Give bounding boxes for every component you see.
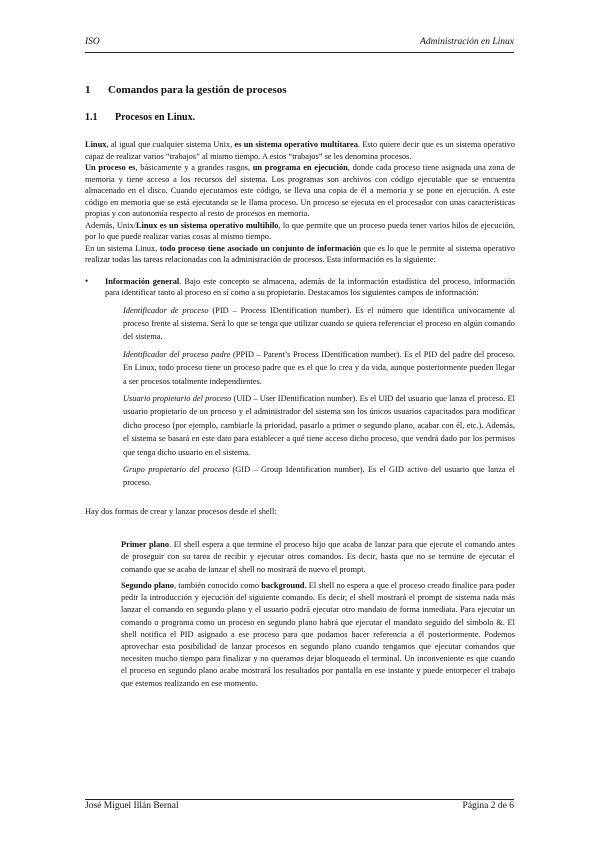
page-header bbox=[85, 37, 514, 51]
bold-text: Primer plano bbox=[121, 540, 170, 550]
bold-text: background bbox=[261, 580, 305, 590]
field-text: (PPID – Parent’s Process IDentification number). Es el PID del padre del proceso. En Linux, todo proceso tiene un proceso padre que es el que lo crea y da vida, aunque posteriormente pueden llegar a ser procesos totalmente independientes. bbox=[123, 349, 515, 386]
bold-text: un programa en ejecución bbox=[252, 163, 348, 172]
mode-primer-plano bbox=[121, 539, 515, 576]
paragraph-multihilo bbox=[85, 220, 515, 243]
footer-rule bbox=[85, 799, 514, 800]
field-name: Usuario propietario del proceso bbox=[123, 393, 232, 403]
section-number: 1 bbox=[85, 84, 91, 96]
bold-text: Linux es un sistema operativo multihilo bbox=[135, 220, 279, 230]
bold-text: Información general bbox=[105, 276, 180, 286]
bullet-paragraph bbox=[105, 276, 515, 299]
subsection-heading bbox=[85, 112, 515, 123]
bold-text: Un proceso es bbox=[85, 163, 136, 172]
field-gid bbox=[123, 463, 515, 490]
paragraph-proceso bbox=[85, 162, 515, 220]
subsection-number: 1.1 bbox=[85, 112, 98, 123]
field-list bbox=[123, 304, 515, 490]
field-name: Identificador del proceso padre bbox=[123, 349, 231, 359]
text: , básicamente y a grandes rasgos, bbox=[135, 163, 253, 172]
text: En un sistema Linux, bbox=[85, 243, 160, 253]
text: . El shell espera a que termine el proceso hijo que acaba de lanzar para que ejecute el comando antes de proseguir con su tarea de recibir y ejecutar otros comandos. Es decir, hasta que no se termine de ejecutar el comando que se acaba de lanzar el shell no mostrará de nuevo el prompt. bbox=[121, 540, 516, 574]
text: . Esto quiere decir que es un sistema operativo capaz de realizar varios “trabajos” al mismo tiempo. A estos “trabajos” se les denomina procesos. bbox=[85, 140, 515, 161]
field-pid bbox=[123, 304, 515, 344]
footer-author: José Miguel Illán Bernal bbox=[85, 801, 179, 811]
document-body bbox=[85, 84, 515, 690]
field-name: Identificador de proceso bbox=[123, 305, 209, 315]
page-footer bbox=[85, 801, 514, 815]
footer-page-number: Página 2 de 6 bbox=[462, 801, 514, 811]
bold-text: Segundo plano bbox=[121, 580, 174, 590]
bullet-icon: • bbox=[85, 275, 89, 286]
text: Además, Unix/ bbox=[85, 220, 136, 230]
paragraph-informacion bbox=[85, 243, 515, 266]
modes-list bbox=[121, 539, 515, 689]
text: , lo que permite que un proceso pueda tener varios hilos de ejecución, por lo que puede realizar varias cosas al mismo tiempo. bbox=[85, 220, 515, 241]
bold-text: es un sistema operativo multitarea bbox=[234, 140, 358, 149]
paragraph-linux bbox=[85, 139, 515, 162]
section-title: Comandos para la gestión de procesos bbox=[108, 84, 287, 96]
header-rule bbox=[85, 52, 514, 53]
header-left: ISO bbox=[85, 37, 100, 47]
paragraph-formas: Hay dos formas de crear y lanzar procesos desde el shell: bbox=[85, 506, 277, 516]
section-heading bbox=[85, 84, 515, 96]
subsection-title: Procesos en Linux. bbox=[115, 112, 196, 123]
text: . Bajo este concepto se almacena, además de la información estadística del proceso, información para identificar tanto al proceso en sí como a su propietario. Destacamos los siguientes campos de información: bbox=[105, 276, 515, 297]
field-name: Grupo propietario del proceso bbox=[123, 464, 230, 474]
text: . El shell no espera a que el proceso creado finalice para poder pedir la introducción y ejecución del siguiente comando. Es decir, el shell mostrará el prompt de sistema nada más lanzar el comando en segundo plano y el usuario podrá ejecutar otro mandato de forma inmediata. Para ejecutar un comando o programa como un proceso en segundo plano habrá que ejecutar el mandato seguido del símbolo &. El shell notifica el PID asignado a ese proceso para que podamos hacer referencia a él posteriormente. Podemos aprovechar esta posibilidad de lanzar procesos en segundo plano cuando tengamos que ejecutar comandos que necesiten mucho tiempo para finalizar y no queramos dejar bloqueado el terminal. Un inconveniente es que cuando el proceso en segundo plano acabe mostrará los resultados por pantalla en ese instante y puede entorpecer el trabajo que estemos realizando en ese momento. bbox=[121, 580, 515, 688]
bold-text: todo proceso tiene asociado un conjunto de información bbox=[159, 243, 361, 253]
text: , al igual que cualquier sistema Unix, bbox=[106, 140, 235, 149]
field-text: (UID – User IDentification number). Es el UID del usuario que lanza el proceso. El usuario propietario de un proceso y el administrador del sistema son los únicos usuarios capacitados para modificar dicho proceso (por ejemplo, cambiarle la prioridad, pasarlo a primer o segundo plano, acabar con él, etc.). Además, el sistema se basará en este dato para establecer a qué tiene acceso dicho proceso, que vendrá dado por los permisos que tenga dicho usuario en el sistema. bbox=[123, 393, 515, 457]
field-uid bbox=[123, 392, 515, 459]
header-right: Administración en Linux bbox=[420, 37, 514, 47]
field-text: (PID – Process IDentification number). Es el número que identifica unívocamente al proceso frente al sistema. Será lo que se tenga que utilizar cuando se quiera referenciar el proceso en algún comando del sistema. bbox=[123, 305, 515, 342]
mode-segundo-plano bbox=[121, 580, 515, 690]
field-text: (GID – Group Identification number). Es el GID activo del usuario que lanza el proceso. bbox=[123, 464, 516, 488]
field-ppid bbox=[123, 348, 515, 388]
text: , también conocido como bbox=[173, 580, 262, 590]
text: que es lo que le permite al sistema operativo realizar todas las tareas relacionadas con la administración de procesos. Esta información es la siguiente: bbox=[85, 243, 515, 264]
bullet-item bbox=[85, 276, 515, 490]
text: , donde cada proceso tiene asignada una zona de memoria y tiene acceso a los recursos del sistema. Los programas son archivos con código ejecutable que se encuentra almacenado en el disco. Cuando ejecutamos este código, se lleva una copia de él a memoria y se pone en ejecución. A este código en memoria que se está ejecutando se le llama proceso. Un proceso se ejecuta en el procesador con unas características propias y con autonomía respecto al resto de procesos en memoria. bbox=[85, 163, 515, 218]
bold-text: Linux bbox=[85, 140, 107, 149]
